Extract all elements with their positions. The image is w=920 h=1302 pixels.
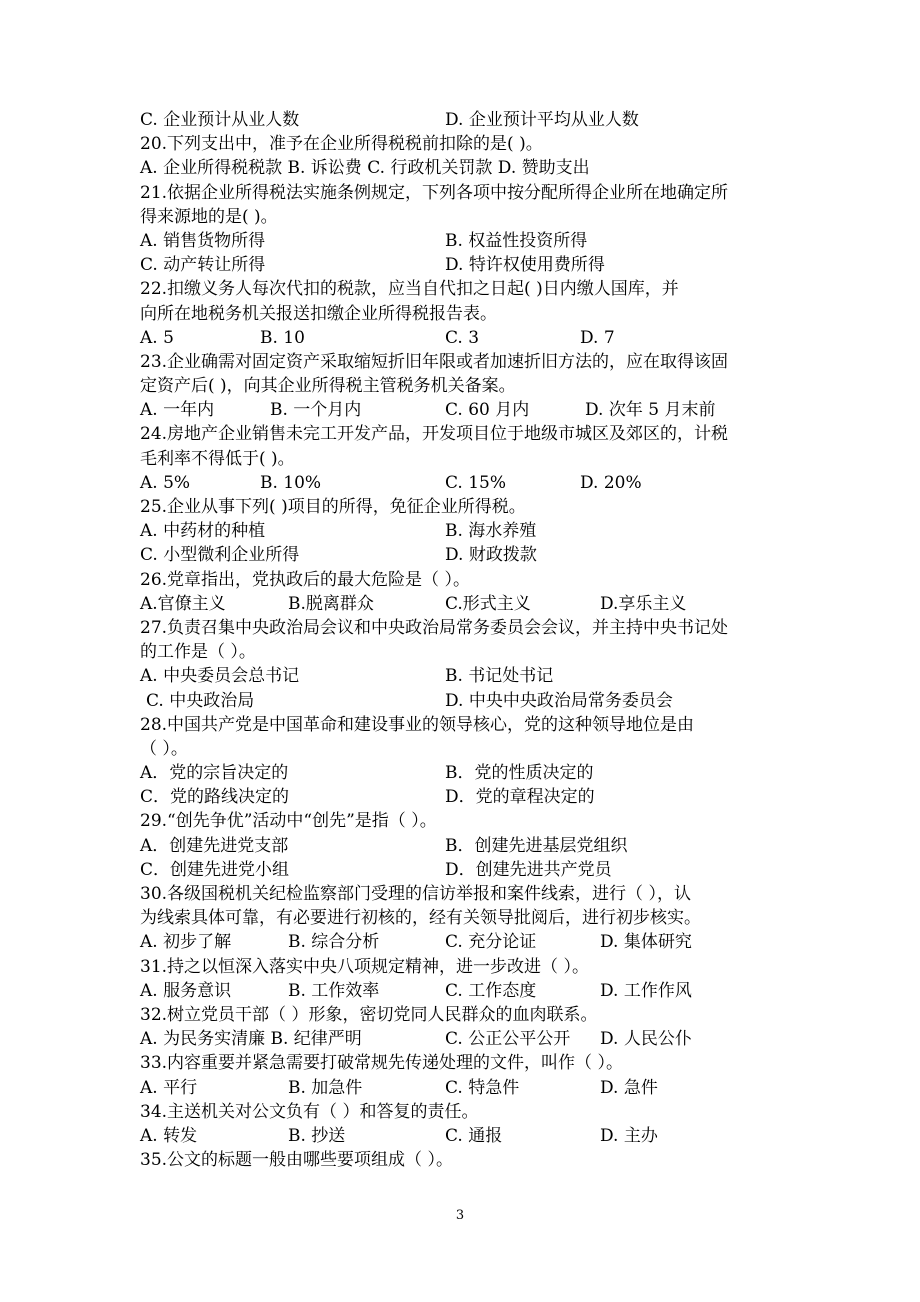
question-text: 26.党章指出，党执政后的最大危险是（ ）。	[140, 569, 470, 590]
option-c: C. 动产转让所得	[140, 255, 266, 276]
option-a: A. 一年内	[140, 400, 215, 421]
question-34	[140, 1100, 800, 1124]
option-d: D. 财政拨款	[445, 545, 537, 566]
option-d: D.享乐主义	[600, 593, 687, 614]
option-b: B. 一个月内	[270, 400, 362, 421]
option-b: B.脱离群众	[288, 593, 374, 614]
option-c: C.形式主义	[445, 593, 531, 614]
options-28-cd	[140, 785, 800, 809]
question-31	[140, 955, 800, 979]
question-26	[140, 568, 800, 592]
options-text: A. 企业所得税税款 B. 诉讼费 C. 行政机关罚款 D. 赞助支出	[140, 158, 590, 179]
question-21	[140, 181, 800, 205]
option-a: A. 转发	[140, 1125, 198, 1146]
option-a: A. 初步了解	[140, 932, 232, 953]
question-text: 32.树立党员干部（ ）形象，密切党同人民群众的血肉联系。	[140, 1004, 598, 1025]
option-c: C．创建先进党小组	[140, 859, 290, 880]
question-23	[140, 350, 800, 374]
option-d: D. 20%	[580, 472, 642, 493]
option-d: D. 中央中央政治局常务委员会	[445, 690, 673, 711]
question-27	[140, 616, 800, 640]
question-28	[140, 713, 800, 737]
option-b: B. 抄送	[288, 1125, 346, 1146]
option-d: D．创建先进共产党员	[445, 859, 612, 880]
options-22	[140, 326, 800, 350]
option-a: A. 平行	[140, 1077, 198, 1098]
option-a: A．党的宗旨决定的	[140, 763, 289, 784]
options-20	[140, 156, 800, 180]
option-b: B．创建先进基层党组织	[445, 835, 628, 856]
option-c: C. 中央政治局	[146, 690, 255, 711]
question-text: 的工作是（ ）。	[140, 642, 256, 663]
option-d: D. 特许权使用费所得	[445, 255, 605, 276]
question-27-cont	[140, 640, 800, 664]
option-d: D．党的章程决定的	[445, 787, 595, 808]
option-a: A．创建先进党支部	[140, 835, 289, 856]
option-a-b: A. 为民务实清廉 B. 纪律严明	[140, 1029, 362, 1050]
option-c: C. 特急件	[445, 1077, 520, 1098]
options-31	[140, 979, 800, 1003]
options-21-cd	[140, 253, 800, 277]
option-a: A. 服务意识	[140, 980, 232, 1001]
option-b: B. 10	[260, 327, 305, 348]
option-c: C. 15%	[445, 472, 506, 493]
option-b: B. 海水养殖	[445, 521, 537, 542]
question-text: 得来源地的是( )。	[140, 206, 278, 227]
question-text: 24.房地产企业销售未完工开发产品，开发项目位于地级市城区及郊区的，计税	[140, 424, 729, 445]
option-c: C. 公正公平公开	[445, 1029, 571, 1050]
question-text: 29.“创先争优”活动中“创先”是指（ ）。	[140, 811, 437, 832]
option-a: A. 中药材的种植	[140, 521, 266, 542]
question-text: 23.企业确需对固定资产采取缩短折旧年限或者加速折旧方法的，应在取得该固	[140, 351, 729, 372]
options-33	[140, 1076, 800, 1100]
options-30	[140, 930, 800, 954]
option-a: A. 5%	[140, 472, 191, 493]
options-24	[140, 471, 800, 495]
question-text: 22.扣缴义务人每次代扣的税款，应当自代扣之日起( )日内缴人国库，并	[140, 279, 679, 300]
option-line	[140, 108, 800, 132]
option-d: D. 工作作风	[600, 980, 692, 1001]
option-b: B. 10%	[260, 472, 322, 493]
page-number: 3	[455, 1208, 465, 1223]
option-c: C. 企业预计从业人数	[140, 110, 300, 130]
option-c: C. 3	[445, 327, 480, 348]
question-text: 30.各级国税机关纪检监察部门受理的信访举报和案件线索，进行（ ），认	[140, 884, 691, 904]
option-b: B. 综合分析	[288, 932, 380, 953]
option-a: A. 中央委员会总书记	[140, 666, 300, 687]
question-text: （ ）。	[140, 738, 188, 759]
options-27-ab	[140, 664, 800, 688]
question-text: 35.公文的标题一般由哪些要项组成（ ）。	[140, 1150, 453, 1171]
options-26	[140, 592, 800, 616]
option-d: D. 7	[580, 327, 615, 348]
option-c: C．党的路线决定的	[140, 787, 290, 808]
question-text: 毛利率不得低于( )。	[140, 448, 295, 469]
question-20	[140, 132, 800, 156]
option-a: A.官僚主义	[140, 593, 226, 614]
question-text: 21.依据企业所得税法实施条例规定，下列各项中按分配所得企业所在地确定所	[140, 182, 729, 203]
question-text: 34.主送机关对公文负有（ ）和答复的责任。	[140, 1101, 479, 1122]
question-text: 20.下列支出中，准予在企业所得税税前扣除的是( )。	[140, 134, 543, 155]
question-22-cont	[140, 302, 800, 326]
options-23	[140, 398, 800, 422]
options-21-ab	[140, 229, 800, 253]
option-d: D. 企业预计平均从业人数	[445, 110, 639, 130]
question-text: 31.持之以恒深入落实中央八项规定精神，进一步改进（ ）。	[140, 956, 589, 977]
option-d: D. 集体研究	[600, 932, 692, 953]
option-d: D. 急件	[600, 1077, 658, 1098]
question-text: 33.内容重要并紧急需要打破常规先传递处理的文件，叫作（ ）。	[140, 1053, 623, 1074]
question-22	[140, 277, 800, 301]
question-21-cont	[140, 205, 800, 229]
question-24	[140, 422, 800, 446]
option-b: B．党的性质决定的	[445, 763, 594, 784]
option-b: B. 权益性投资所得	[445, 230, 588, 251]
option-c: C. 充分论证	[445, 932, 537, 953]
document-body	[140, 108, 800, 1172]
options-29-ab	[140, 834, 800, 858]
question-25	[140, 495, 800, 519]
option-d: D. 人民公仆	[600, 1029, 692, 1050]
options-32	[140, 1027, 800, 1051]
question-30-cont	[140, 906, 800, 930]
option-a: A. 5	[140, 327, 174, 348]
option-c: C. 通报	[445, 1125, 503, 1146]
option-b: B. 工作效率	[288, 980, 380, 1001]
options-25-ab	[140, 519, 800, 543]
question-24-cont	[140, 447, 800, 471]
question-33	[140, 1051, 800, 1075]
options-28-ab	[140, 761, 800, 785]
option-a: A. 销售货物所得	[140, 230, 266, 251]
option-d: D. 主办	[600, 1125, 658, 1146]
question-text: 为线索具体可靠，有必要进行初核的，经有关领导批阅后，进行初步核实。	[140, 908, 701, 929]
option-c: C. 小型微利企业所得	[140, 545, 300, 566]
question-28-cont	[140, 737, 800, 761]
question-32	[140, 1003, 800, 1027]
options-27-cd	[140, 689, 800, 713]
question-text: 28.中国共产党是中国革命和建设事业的领导核心，党的这种领导地位是由	[140, 714, 695, 735]
options-29-cd	[140, 858, 800, 882]
question-30	[140, 882, 800, 906]
question-text: 向所在地税务机关报送扣缴企业所得税报告表。	[140, 303, 497, 324]
option-b: B. 书记处书记	[445, 666, 554, 687]
option-c: C. 工作态度	[445, 980, 537, 1001]
question-text: 定资产后( )，向其企业所得税主管税务机关备案。	[140, 376, 516, 397]
question-text: 25.企业从事下列( )项目的所得，免征企业所得税。	[140, 497, 526, 517]
options-34	[140, 1124, 800, 1148]
question-29	[140, 809, 800, 833]
question-23-cont	[140, 374, 800, 398]
question-35	[140, 1148, 800, 1172]
option-b: B. 加急件	[288, 1077, 363, 1098]
question-text: 27.负责召集中央政治局会议和中央政治局常务委员会会议，并主持中央书记处	[140, 617, 729, 638]
option-d: D. 次年 5 月末前	[585, 400, 716, 421]
options-25-cd	[140, 543, 800, 567]
option-c: C. 60 月内	[445, 400, 530, 421]
